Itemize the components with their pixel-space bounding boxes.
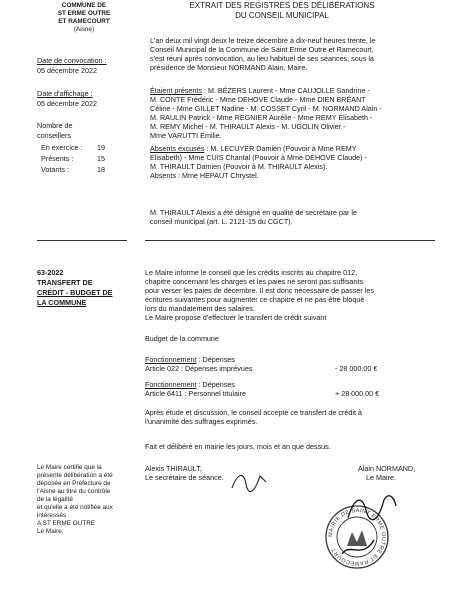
- fonctionnement-1: [145, 355, 235, 364]
- affichage-label: Date d'affichage :: [37, 89, 93, 98]
- presents-names-1: : M. BÉZERS Laurent - Mme CAUJOLLE Sandrine -: [201, 86, 370, 95]
- presents-line1: [150, 86, 370, 95]
- excuses-line2: Elisabeth) - Mme CUIS Chantal (Pouvoir à Mme DEHOVE Claude) -: [150, 153, 367, 162]
- presents-line6: Mme VARUTTI Emilie.: [150, 131, 222, 140]
- secretary-signature-role: Le secrétaire de séance.: [145, 473, 224, 482]
- right-separator: [145, 240, 435, 241]
- conclusion-line2: l'unanimité des suffrages exprimés.: [145, 417, 258, 426]
- certif-line8: A ST ERME OUTRE: [37, 520, 96, 527]
- mayor-signature-name: Alain NORMAND,: [358, 464, 416, 473]
- certif-line1: Le Maire certifie que la: [37, 464, 102, 471]
- article-022-amount: - 28 000.00 €: [335, 364, 378, 373]
- fonctionnement-1-rest: : Dépenses: [196, 355, 235, 364]
- body-line3: pour verser les paies de décembre. Il est donc nécessaire de passer les: [145, 286, 374, 295]
- excuses-heading: Absents excusés: [150, 144, 205, 153]
- fonctionnement-2-label: Fonctionnement: [145, 380, 197, 389]
- article-6411-label: Article 6411 : Personnel titulaire: [145, 389, 246, 398]
- body-line2: chapitre concernant les charges et les paies ne seront pas suffisants: [145, 277, 364, 286]
- certif-line4: l'Aisne au titre du contrôle: [37, 488, 111, 495]
- certif-line9: Le Maire,: [37, 528, 64, 535]
- certif-line3: déposée en Préfecture de: [37, 480, 111, 487]
- article-6411-amount: + 28 000.00 €: [335, 389, 380, 398]
- presents-line4: M. RAULIN Patrick - Mme REGNIER Aurélie - Mme REMY Élisabeth -: [150, 113, 373, 122]
- article-022-label: Article 022 : Dépenses imprévues: [145, 364, 253, 373]
- deliberation-title-line2: CRÉDIT - BUDGET DE: [37, 288, 113, 297]
- certif-line5: de la légalité: [37, 496, 73, 503]
- exercice-value: 19: [97, 143, 105, 152]
- fait-et-delibere: Fait et délibéré en mairie les jours, mois et an que dessus.: [145, 442, 331, 451]
- certif-line2: présente délibération a été: [37, 472, 113, 479]
- intro-line4: présidence de Monsieur NORMAND Alain, Maire.: [150, 63, 308, 72]
- convocation-date: 05 décembre 2022: [37, 66, 97, 75]
- mayor-handwritten-signature: [344, 488, 400, 524]
- deliberation-number: 63-2022: [37, 268, 64, 277]
- presents-line5: M. REMY Michel - M. THIRAULT Alexis - M. UGOLIN Olivier -: [150, 122, 346, 131]
- commune-name-line1: COMMUNE DE: [61, 2, 107, 9]
- body-line5: lors du mandatement des salaires.: [145, 304, 255, 313]
- certif-line7: intéressés: [37, 512, 67, 519]
- secretary-line2: conseil municipal (art. L. 2121-15 du CGCT).: [150, 217, 293, 226]
- secretary-line1: M. THIRAULT Alexis a été désigné en qualité de secrétaire par le: [150, 208, 357, 217]
- exercice-label: En exercice :: [41, 143, 83, 152]
- intro-line2: Conseil Municipal de la Commune de Saint Erme Outre et Ramecourt,: [150, 45, 374, 54]
- body-line1: Le Maire informe le conseil que les crédits inscrits au chapitre 012,: [145, 268, 358, 277]
- intro-line1: L'an deux mil vingt deux le treize décembre à dix-neuf heures trente, le: [150, 36, 376, 45]
- commune-department: (Aisne): [73, 26, 95, 33]
- presents-label: Présents :: [41, 154, 74, 163]
- intro-line3: s'est réuni après convocation, au lieu habituel de ses séances, sous la: [150, 54, 374, 63]
- convocation-label: Date de convocation :: [37, 56, 107, 65]
- secretary-signature-name: Alexis THIRAULT,: [145, 464, 202, 473]
- fonctionnement-1-label: Fonctionnement: [145, 355, 197, 364]
- budget-heading: Budget de la commune: [145, 334, 219, 343]
- fonctionnement-2: [145, 380, 235, 389]
- deliberation-title-line3: LA COMMUNE: [37, 298, 87, 307]
- excuses-names-1: : M. LECUYER Damien (Pouvoir à Mme REMY: [204, 144, 357, 153]
- conclusion-line1: Après étude et discussion, le conseil accepte ce transfert de crédit à: [145, 408, 362, 417]
- seal-text: MAIRIE DE SAINT ERME OUTRE ET RAMECOURT: [327, 507, 387, 567]
- presents-value: 15: [97, 154, 105, 163]
- secretary-handwritten-signature: [230, 468, 270, 496]
- excuses-line1: [150, 144, 357, 153]
- presents-line3: Céline - Mme GILLET Nadine - M. COSSET Cyril - M. NORMAND Alain -: [150, 104, 382, 113]
- absents-line: Absents : Mme HEPAUT Chrystel.: [150, 171, 259, 180]
- commune-name-line3: ET RAMECOURT: [58, 18, 110, 25]
- body-line6: Le Maire propose d'effectuer le transfert de crédit suivant: [145, 313, 327, 322]
- commune-name-line2: ST ERME OUTRE: [57, 10, 111, 17]
- votants-value: 18: [97, 165, 105, 174]
- body-line4: écritures suivantes pour augmenter ce chapitre et ne pas être bloqué: [145, 295, 365, 304]
- affichage-date: 05 décembre 2022: [37, 99, 97, 108]
- votants-label: Votants :: [41, 165, 69, 174]
- left-separator: [37, 240, 127, 241]
- certif-line6: et qu'elle a été notifiée aux: [37, 504, 113, 511]
- conseillers-label-line1: Nombre de: [37, 121, 73, 130]
- fonctionnement-2-rest: : Dépenses: [196, 380, 235, 389]
- excuses-line3: M. THIRAULT Damien (Pouvoir à M. THIRAULT Alexis).: [150, 162, 328, 171]
- presents-line2: M. CONTE Frédéric - Mme DEHOVE Claude - Mme DIEN BRÉANT: [150, 95, 366, 104]
- presents-heading: Étaient présents: [150, 86, 202, 95]
- deliberation-title-line1: TRANSFERT DE: [37, 278, 93, 287]
- conseillers-label-line2: conseillers: [37, 131, 71, 140]
- mayor-signature-role: Le Maire.: [366, 473, 396, 482]
- document-title-line1: EXTRAIT DES REGISTRES DES DÉLIBÉRATIONS: [189, 1, 375, 10]
- document-title-line2: DU CONSEIL MUNICIPAL: [235, 11, 329, 20]
